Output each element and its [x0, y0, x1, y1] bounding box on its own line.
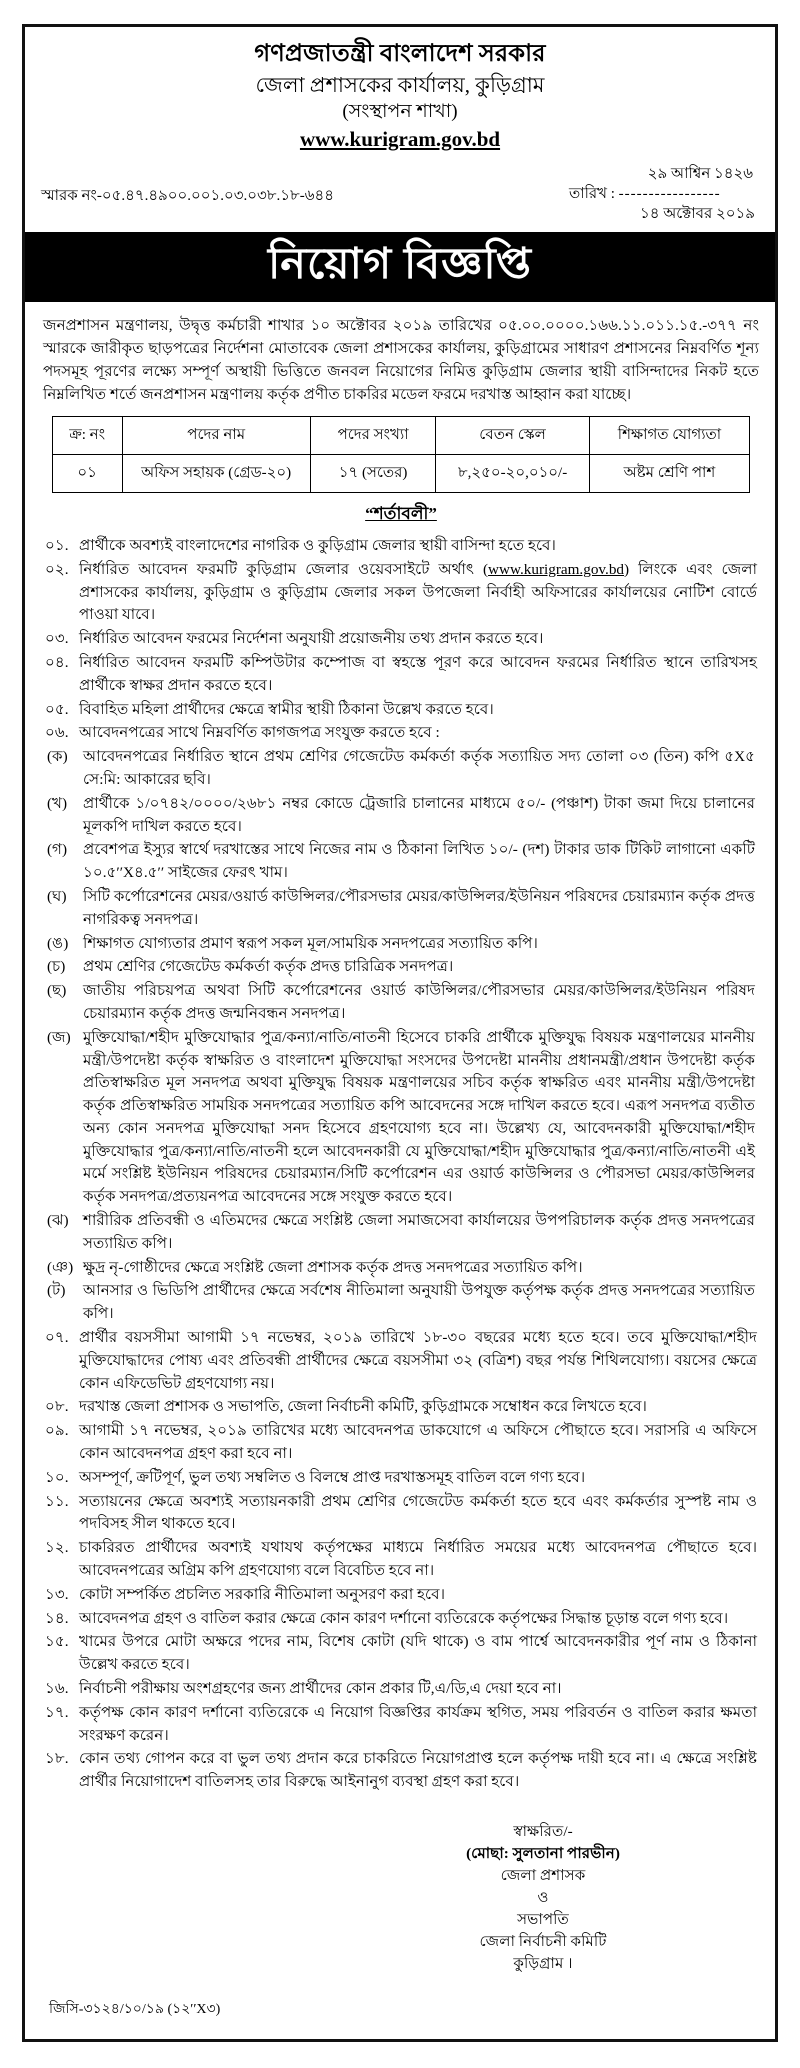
- condition-marker: ০৯.: [45, 1422, 69, 1440]
- inline-website-link[interactable]: www.kurigram.gov.bd: [488, 560, 625, 578]
- condition-text: সত্যায়নের ক্ষেত্রে অবশ্যই সত্যায়নকারী প্রথম শ্রেণির গেজেটেড কর্মকর্তা হতে হবে এবং কর্মকর্তার সুস্পষ্ট নাম ও পদবিসহ সীল থাকতে হবে।: [79, 1492, 757, 1533]
- office-title: জেলা প্রশাসকের কার্যালয়, কুড়িগ্রাম: [255, 72, 545, 97]
- website-link[interactable]: www.kurigram.gov.bd: [299, 126, 501, 151]
- condition-marker: (ঙ): [47, 934, 69, 952]
- footer-code: জিসি-৩১২৪/১০/১৯ (১২′′X৩): [49, 2002, 221, 2018]
- condition-text: বিবাহিত মহিলা প্রার্থীদের ক্ষেত্রে স্বামীর স্থায়ী ঠিকানা উল্লেখ করতে হবে।: [79, 700, 494, 718]
- condition-sub-item: [41, 1027, 761, 1209]
- condition-sub-item: [41, 793, 761, 839]
- signatory-location: কুড়িগ্রাম ।: [513, 1955, 573, 1973]
- condition-text: মুক্তিযোদ্ধা/শহীদ মুক্তিযোদ্ধার পুত্র/কন্যা/নাতি/নাতনী হিসেবে চাকরি প্রার্থীকে মুক্তিযুদ্ধ বিষয়ক মন্ত্রণালয়ের মাননীয় মন্ত্রী/উপদেষ্টা কর্তৃক স্বাক্ষরিত ও বাংলাদেশ মুক্তিযোদ্ধা সংসদের উপদেষ্টা মাননীয় প্রধানমন্ত্রী/প্রধান উপদেষ্টা কর্তৃক প্রতিস্বাক্ষরিত মূল সনদপত্র অথবা মুক্তিযুদ্ধ বিষয়ক মন্ত্রণালয়ের সচিব কর্তৃক স্বাক্ষরিত এবং মাননীয় মন্ত্রী/উপদেষ্টা কর্তৃক প্রতিস্বাক্ষরিত সাময়িক সনদপত্রের সত্যায়িত কপি আবেদনের সঙ্গে দাখিল করতে হবে। এরূপ সনদপত্র ব্যতীত অন্য কোন সনদপত্র মুক্তিযোদ্ধা সনদ হিসেবে গ্রহণযোগ্য হবে না। উল্লেখ্য যে, আবেদনকারী মুক্তিযোদ্ধা/শহীদ মুক্তিযোদ্ধার পুত্র/কন্যা/নাতি/নাতনী হলে আবেদনকারী যে মুক্তিযোদ্ধা/শহীদ মুক্তিযোদ্ধার পুত্র/কন্যা/নাতি/নাতনী এই মর্মে সংশ্লিষ্ট ইউনিয়ন পরিষদের চেয়ারম্যান/সিটি কর্পোরেশন এর ওয়ার্ড কাউন্সিলর ও পৌরসভা মেয়র/কাউন্সিলর কর্তৃক সনদপত্র/প্রত্যয়নপত্র আবেদনের সঙ্গে সংযুক্ত করতে হবে।: [83, 1028, 755, 1206]
- condition-text: ক্ষুদ্র নৃ-গোষ্ঠীদের ক্ষেত্রে সংশ্লিষ্ট জেলা প্রশাসক কর্তৃক প্রদত্ত সনদপত্রের সত্যায়িত কপি।: [83, 1258, 583, 1276]
- condition-item: [41, 628, 761, 651]
- condition-marker: ০৫.: [45, 700, 69, 718]
- notice-sheet: [22, 24, 778, 2042]
- condition-item: [41, 1631, 761, 1677]
- document-body: [25, 302, 775, 2040]
- notice-banner-title: নিয়োগ বিজ্ঞপ্তি: [25, 232, 775, 301]
- condition-marker: ০৩.: [45, 630, 69, 648]
- condition-marker: ১৩.: [45, 1585, 69, 1603]
- cell-education: অষ্টম শ্রেণি পাশ: [589, 454, 749, 492]
- condition-text: শিক্ষাগত যোগ্যতার প্রমাণ স্বরূপ সকল মূল/সাময়িক সনদপত্রের সত্যায়িত কপি।: [83, 934, 538, 952]
- condition-marker: ১৮.: [45, 1750, 69, 1768]
- condition-text: অসম্পূর্ণ, ক্রটিপূর্ণ, ভুল তথ্য সম্বলিত ও বিলম্বে প্রাপ্ত দরখাস্তসমূহ বাতিল বলে গণ্য হবে।: [79, 1468, 586, 1486]
- condition-item: [41, 1584, 761, 1607]
- date-bangla: ২৯ আশ্বিন ১৪২৬: [647, 165, 753, 182]
- memo-number: স্মারক নং-০৫.৪৭.৪৯০০.০০১.০৩.০৩৮.১৮-৬৪৪: [41, 187, 334, 204]
- condition-text: প্রার্থীকে ১/০৭৪২/০০০০/২৬৮১ নম্বর কোডে ট্রেজারি চালানের মাধ্যমে ৫০/- (পঞ্চাশ) টাকা জমা দিয়ে চালানের মূলকপি দাখিল করতে হবে।: [83, 794, 755, 835]
- table-row: [52, 454, 749, 492]
- condition-marker: ১৬.: [45, 1680, 69, 1698]
- condition-marker: ০৮.: [45, 1398, 69, 1416]
- date-block: [569, 164, 759, 225]
- signatory-committee: জেলা নির্বাচনী কমিটি: [479, 1933, 607, 1951]
- column-header-serial: ক্র: নং: [52, 416, 122, 454]
- condition-text: প্রথম শ্রেণির গেজেটেড কর্মকর্তা কর্তৃক প্রদত্ত চারিত্রিক সনদপত্র।: [83, 958, 454, 976]
- column-header-education: শিক্ষাগত যোগ্যতা: [589, 416, 749, 454]
- condition-item: [41, 1327, 761, 1395]
- condition-item: [41, 1537, 761, 1583]
- date-line: [569, 184, 759, 204]
- condition-text: শারীরিক প্রতিবন্ধী ও এতিমদের ক্ষেত্রে সংশ্লিষ্ট জেলা সমাজসেবা কার্যালয়ের উপপরিচালক কর্তৃক প্রদত্ত সনদপত্রের সত্যায়িত কপি।: [83, 1212, 755, 1252]
- condition-item: [41, 1467, 761, 1490]
- condition-text: নির্ধারিত আবেদন ফরমটি কম্পিউটার কম্পোজ বা স্বহস্তে পূরণ করে আবেদন ফরমের নির্ধারিত স্থানে তারিখসহ প্রার্থীকে স্বাক্ষর প্রদান করতে হবে।: [79, 653, 757, 694]
- condition-item: [41, 722, 761, 745]
- condition-text: কোটা সম্পর্কিত প্রচলিত সরকারি নীতিমালা অনুসরণ করা হবে।: [79, 1585, 445, 1603]
- branch-title: (সংস্থাপন শাখা): [342, 101, 458, 123]
- condition-sub-item: [41, 956, 761, 979]
- condition-text: আনসার ও ভিডিপি প্রার্থীদের ক্ষেত্রে সর্বশেষ নীতিমালা অনুযায়ী উপযুক্ত কর্তৃপক্ষ কর্তৃক প্রদত্ত সনদপত্রের সত্যায়িত কপি।: [83, 1282, 755, 1323]
- condition-text: প্রার্থীর বয়সসীমা আগামী ১৭ নভেম্বর, ২০১৯ তারিখে ১৮-৩০ বছরের মধ্যে হতে হবে। তবে মুক্তিযোদ্ধা/শহীদ মুক্তিযোদ্ধাদের পোষ্য এবং প্রতিবন্ধী প্রার্থীদের ক্ষেত্রে বয়সসীমা ৩২ (বত্রিশ) বছর পর্যন্ত শিথিলযোগ্য। বয়সের ক্ষেত্রে কোন এফিডেভিট গ্রহণযোগ্য নয়।: [79, 1329, 757, 1392]
- condition-item: [41, 1491, 761, 1537]
- condition-text: কর্তৃপক্ষ কোন কারণ দর্শানো ব্যতিরেকে এ নিয়োগ বিজ্ঞপ্তির কার্যক্রম স্থগিত, সময় পরিবর্তন ও বাতিল করার ক্ষমতা সংরক্ষণ করেন।: [79, 1703, 757, 1744]
- cell-vacancies: ১৭ (সতের): [310, 454, 436, 492]
- condition-sub-item: [41, 886, 761, 932]
- condition-text: আবেদনপত্রের নির্ধারিত স্থানে প্রথম শ্রেণির গেজেটেড কর্মকর্তা কর্তৃক সত্যায়িত সদ্য তোলা ০৩ (তিন) কপি ৫X৫ সে:মি: আকারের ছবি।: [83, 748, 755, 788]
- intro-paragraph: জনপ্রশাসন মন্ত্রণালয়, উদ্বৃত্ত কর্মচারী শাখার ১০ অক্টোবর ২০১৯ তারিখের ০৫.০০.০০০০.১৬৬.১১.০১১.১৫.-৩৭৭ নং স্মারকে জারীকৃত ছাড়পত্রের নির্দেশনা মোতাবেক জেলা প্রশাসকের কার্যালয়, কুড়িগ্রামের সাধারণ প্রশাসনের নিম্নবর্ণিত শূন্য পদসমূহ পূরণের লক্ষ্যে সম্পূর্ণ অস্থায়ী ভিত্তিতে জনবল নিয়োগের নিমিত্ত কুড়িগ্রাম জেলার স্থায়ী বাসিন্দাদের নিকট হতে নিম্নলিখিত শর্তে জনপ্রশাসন মন্ত্রণালয় কর্তৃক প্রণীত চাকরির মডেল ফরমে দরখাস্ত আহ্বান করা যাচ্ছে।: [43, 316, 759, 403]
- condition-text: নির্বাচনী পরীক্ষায় অংশগ্রহণের জন্য প্রার্থীদের কোন প্রকার টি,এ/ডি,এ দেয়া হবে না।: [79, 1680, 562, 1698]
- date-dots: -----------------: [618, 185, 721, 202]
- condition-item: [41, 1396, 761, 1419]
- condition-sub-item: [41, 746, 761, 792]
- condition-sub-item: [41, 933, 761, 956]
- condition-sub-item: [41, 839, 761, 885]
- condition-marker: (ট): [47, 1282, 66, 1300]
- signatory-designation-primary: জেলা প্রশাসক: [500, 1867, 586, 1885]
- condition-text: চাকরিরত প্রার্থীদের অবশ্যই যথাযথ কর্তৃপক্ষের মাধ্যমে নির্ধারিত সময়ের মধ্যে আবেদনপত্র পৌছাতে হবে। আবেদনপত্রের অগ্রিম কপি গ্রহণযোগ্য বলে বিবেচিত হবে না।: [79, 1539, 757, 1580]
- condition-item: [41, 652, 761, 698]
- cell-pay-scale: ৮,২৫০-২০,০১০/-: [436, 454, 589, 492]
- condition-item: [41, 1608, 761, 1631]
- column-header-post-name: পদের নাম: [122, 416, 310, 454]
- condition-marker: ০১.: [45, 536, 69, 554]
- table-header-row: [52, 416, 749, 454]
- condition-marker: (ছ): [47, 982, 67, 1000]
- condition-marker: ১৪.: [45, 1609, 69, 1627]
- condition-item: [41, 535, 761, 558]
- condition-sub-item: [41, 1280, 761, 1326]
- condition-sub-item: [41, 980, 761, 1026]
- date-label: তারিখ :: [569, 185, 615, 202]
- condition-text: আবেদনপত্র গ্রহণ ও বাতিল করার ক্ষেত্রে কোন কারণ দর্শানো ব্যতিরেকে কর্তৃপক্ষের সিদ্ধান্ত চূড়ান্ত বলে গণ্য হবে।: [79, 1609, 729, 1627]
- condition-marker: ১১.: [45, 1492, 69, 1510]
- condition-item: [41, 699, 761, 722]
- condition-text: প্রার্থীকে অবশ্যই বাংলাদেশের নাগরিক ও কুড়িগ্রাম জেলার স্থায়ী বাসিন্দা হতে হবে।: [79, 536, 556, 554]
- condition-text: দরখাস্ত জেলা প্রশাসক ও সভাপতি, জেলা নির্বাচনী কমিটি, কুড়িগ্রামকে সম্বোধন করে লিখতে হবে।: [79, 1398, 647, 1416]
- cell-post-name: অফিস সহায়ক (গ্রেড-২০): [122, 454, 310, 492]
- signatory-designation-secondary: সভাপতি: [517, 1911, 569, 1929]
- condition-item: [41, 559, 761, 627]
- condition-marker: (ক): [47, 748, 68, 766]
- condition-text: জাতীয় পরিচয়পত্র অথবা সিটি কর্পোরেশনের ওয়ার্ড কাউন্সিলর/পৌরসভার মেয়র/কাউন্সিলর/ইউনিয়ন পরিষদ চেয়ারম্যান কর্তৃক প্রদত্ত জন্মনিবন্ধন সনদপত্র।: [83, 982, 755, 1022]
- condition-text: নির্ধারিত আবেদন ফরমটি কুড়িগ্রাম জেলার ওয়েবসাইটে অর্থাৎ (www.kurigram.gov.bd) লিংকে এবং জেলা প্রশাসকের কার্যালয়, কুড়িগ্রাম ও কুড়িগ্রাম জেলার সকল উপজেলা নির্বাহী অফিসারের কার্যালয়ের নোটিশ বোর্ডে পাওয়া যাবে।: [79, 560, 758, 624]
- condition-marker: (ঝ): [47, 1212, 69, 1230]
- conditions-list: [41, 535, 761, 1794]
- signature-conjunction: ও: [537, 1889, 549, 1907]
- condition-marker: ০২.: [45, 560, 69, 578]
- signed-label: স্বাক্ষরিত/-: [513, 1823, 573, 1840]
- condition-text: আগামী ১৭ নভেম্বর, ২০১৯ তারিখের মধ্যে আবেদনপত্র ডাকযোগে এ অফিসে পৌছাতে হবে। সরাসরি এ অফিসে কোন আবেদনপত্র গ্রহণ করা হবে না।: [79, 1422, 757, 1463]
- document-header: [25, 27, 775, 158]
- cell-serial: ০১: [52, 454, 122, 492]
- condition-marker: (ঘ): [47, 887, 67, 905]
- condition-marker: (খ): [47, 794, 68, 812]
- condition-text: নির্ধারিত আবেদন ফরমের নির্দেশনা অনুযায়ী প্রয়োজনীয় তথ্য প্রদান করতে হবে।: [79, 630, 544, 648]
- condition-sub-item: [41, 1257, 761, 1280]
- vacancy-table: [52, 416, 750, 493]
- condition-text: কোন তথ্য গোপন করে বা ভুল তথ্য প্রদান করে চাকরিতে নিয়োগপ্রাপ্ত হলে কর্তৃপক্ষ দায়ী হবে না। এ ক্ষেত্রে সংশ্লিষ্ট প্রার্থীর নিয়োগাদেশ বাতিলসহ তার বিরুদ্ধে আইনানুগ ব্যবস্থা গ্রহণ করা হবে।: [79, 1750, 757, 1791]
- condition-marker: ১২.: [45, 1539, 69, 1557]
- condition-text: প্রবেশপত্র ইস্যুর স্বার্থে দরখাস্তের সাথে নিজের নাম ও ঠিকানা লিখিত ১০/- (দশ) টাকার ডাক টিকিট লাগানো একটি ১০.৫′′X৪.৫′′ সাইজের ফেরৎ খাম।: [83, 841, 755, 882]
- condition-marker: ১০.: [45, 1468, 69, 1486]
- condition-marker: (চ): [47, 958, 66, 976]
- condition-marker: ০৪.: [45, 653, 69, 671]
- date-english: ১৪ অক্টোবর ২০১৯: [640, 206, 755, 223]
- column-header-vacancies: পদের সংখ্যা: [310, 416, 436, 454]
- condition-item: [41, 1702, 761, 1748]
- column-header-pay-scale: বেতন স্কেল: [436, 416, 589, 454]
- condition-item: [41, 1748, 761, 1794]
- memo-date-row: [25, 160, 775, 233]
- condition-item: [41, 1420, 761, 1466]
- condition-marker: (ঞ): [47, 1258, 74, 1276]
- government-title: গণপ্রজাতন্ত্রী বাংলাদেশ সরকার: [254, 41, 546, 67]
- condition-text: সিটি কর্পোরেশনের মেয়র/ওয়ার্ড কাউন্সিলর/পৌরসভার মেয়র/কাউন্সিলর/ইউনিয়ন পরিষদের চেয়ারম্যান কর্তৃক প্রদত্ত নাগরিকত্ব সনদপত্র।: [83, 887, 755, 928]
- condition-marker: ০৬.: [45, 724, 69, 742]
- condition-marker: (জ): [47, 1028, 71, 1046]
- condition-marker: ১৫.: [45, 1633, 69, 1651]
- signature-block: [383, 1821, 703, 1975]
- condition-item: [41, 1678, 761, 1701]
- condition-marker: ০৭.: [45, 1329, 69, 1347]
- condition-text: আবেদনপত্রের সাথে নিম্নবর্ণিত কাগজপত্র সংযুক্ত করতে হবে :: [79, 724, 440, 742]
- signatory-name: (মোছা: সুলতানা পারভীন): [466, 1845, 620, 1863]
- condition-text: খামের উপরে মোটা অক্ষরে পদের নাম, বিশেষ কোটা (যদি থাকে) ও বাম পার্শ্বে আবেদনকারীর পূর্ণ নাম ও ঠিকানা উল্লেখ করতে হবে।: [79, 1633, 757, 1674]
- conditions-heading: “শর্তাবলী”: [365, 503, 437, 523]
- condition-marker: ১৭.: [45, 1703, 69, 1721]
- condition-sub-item: [41, 1210, 761, 1256]
- condition-marker: (গ): [47, 841, 68, 859]
